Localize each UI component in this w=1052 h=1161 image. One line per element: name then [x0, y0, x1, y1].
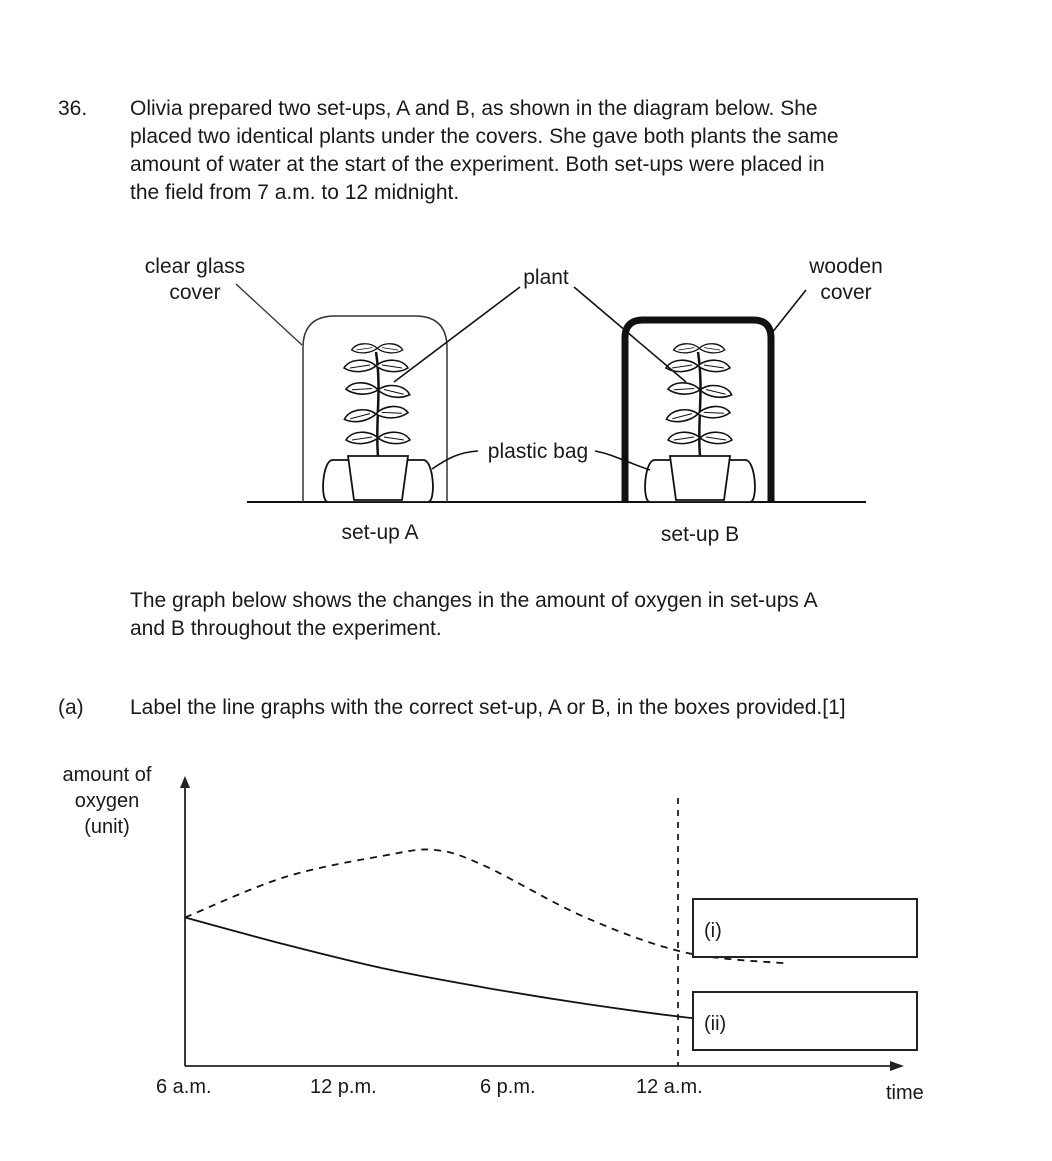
question-line: amount of water at the start of the experiment. Both set-ups were placed in — [130, 153, 825, 176]
part-a-label: (a) — [58, 696, 84, 719]
graph-intro: The graph below shows the changes in the amount of oxygen in set-ups A and B throughout the experiment. — [130, 589, 818, 640]
plastic-bag-label: plastic bag — [487, 440, 589, 463]
answer-box-ii[interactable] — [692, 991, 918, 1051]
answer-box-label: (i) — [704, 920, 722, 942]
x-tick-label: 12 p.m. — [310, 1076, 377, 1098]
answer-box-label: (ii) — [704, 1013, 727, 1035]
question-line: the field from 7 a.m. to 12 midnight. — [130, 181, 460, 204]
y-axis-label: amount of oxygen (unit) — [62, 764, 152, 838]
x-tick-label: 6 p.m. — [480, 1076, 536, 1098]
clear-glass-cover-label: clear glass cover — [144, 255, 246, 304]
plant-a-icon — [323, 344, 433, 502]
x-tick-label: 12 a.m. — [636, 1076, 703, 1098]
wooden-cover-label: wooden cover — [809, 255, 883, 304]
plant-label: plant — [523, 266, 569, 289]
setup-a-label: set-up A — [341, 521, 419, 544]
answer-box-i[interactable] — [692, 898, 918, 958]
part-a-instruction: Label the line graphs with the correct set-up, A or B, in the boxes provided.[1] — [130, 696, 846, 719]
question-number: 36. — [58, 97, 88, 120]
x-tick-label: 6 a.m. — [156, 1076, 212, 1098]
x-axis-label: time — [886, 1082, 924, 1104]
question-line: Olivia prepared two set-ups, A and B, as shown in the diagram below. She — [130, 97, 818, 120]
question-line: placed two identical plants under the covers. She gave both plants the same — [130, 125, 839, 148]
plant-b-icon — [645, 344, 755, 502]
setup-b-label: set-up B — [660, 523, 740, 546]
